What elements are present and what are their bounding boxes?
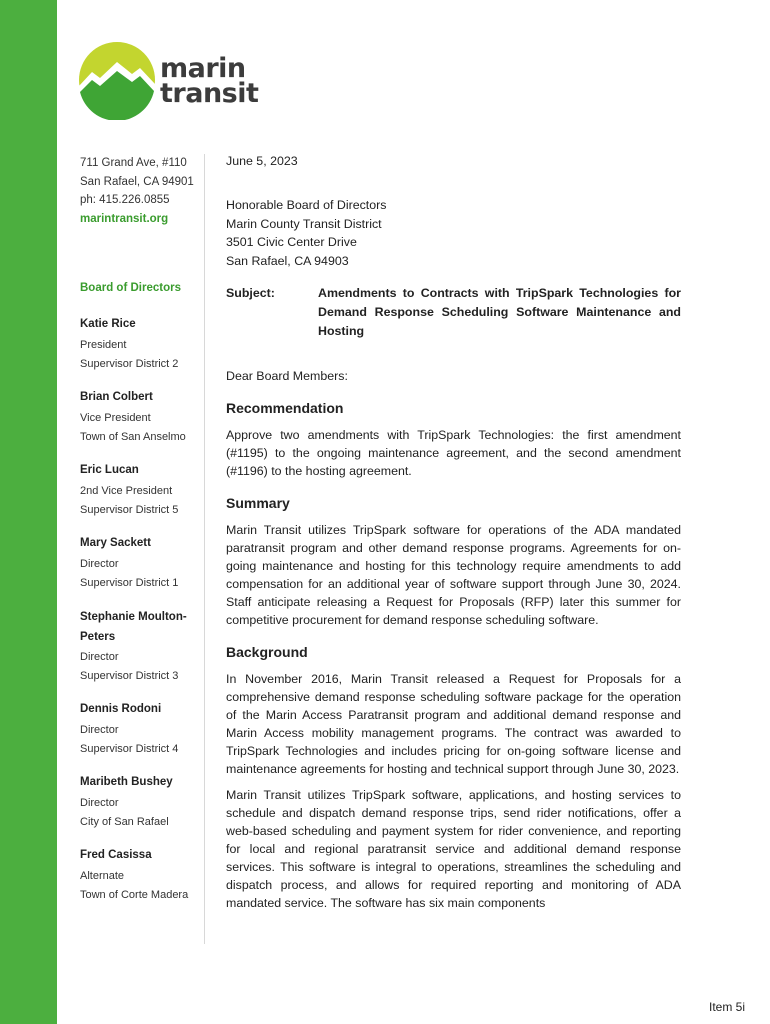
member-district: Supervisor District 1 bbox=[80, 576, 179, 589]
addressee-line: San Rafael, CA 94903 bbox=[226, 253, 349, 268]
background-paragraph-2: Marin Transit utilizes TripSpark software, applications, and hosting services to schedule and dispatch demand response trips, send rider notifications, offer a web-based scheduling and payment system for rider convenience, and reporting for local and regional paratransit service and additional demand response services. This software is integral to operations, streamlines the scheduling and dispatch process, and allows for required reporting and monitoring of ADA mandated service. The software has six main components bbox=[226, 788, 681, 910]
member-district: Supervisor District 3 bbox=[80, 669, 179, 682]
background-heading: Background bbox=[226, 644, 308, 660]
member-name: Brian Colbert bbox=[80, 391, 153, 403]
logo-wordmark bbox=[160, 53, 259, 109]
subject-row bbox=[226, 284, 681, 341]
addressee-line: Honorable Board of Directors bbox=[226, 198, 387, 212]
left-green-band bbox=[0, 0, 57, 1024]
member-district: Supervisor District 2 bbox=[80, 357, 179, 370]
board-member bbox=[80, 388, 210, 446]
member-role: 2nd Vice President bbox=[80, 485, 173, 497]
letter-date: June 5, 2023 bbox=[226, 154, 298, 168]
contact-phone: ph: 415.226.0855 bbox=[80, 194, 170, 206]
logo-word-marin: marin bbox=[160, 53, 246, 84]
member-name: Stephanie Moulton-Peters bbox=[80, 611, 187, 643]
logo-word-transit: transit bbox=[160, 78, 259, 109]
board-member bbox=[80, 846, 210, 904]
member-role: Director bbox=[80, 558, 119, 570]
member-name: Maribeth Bushey bbox=[80, 776, 173, 788]
agenda-item-label: Item 5i bbox=[709, 1000, 746, 1014]
board-member bbox=[80, 534, 210, 592]
board-member bbox=[80, 315, 210, 373]
background-paragraph-1: In November 2016, Marin Transit released a Request for Proposals for a comprehensive demand response scheduling software package for the operation of the Marin Access Paratransit program and additional demand response and Marin Access mobility management programs. The contract was awarded to TripSpark Technologies and includes pricing for on-going software license and maintenance agreements for hosting and technical support through June 30, 2023. bbox=[226, 672, 681, 776]
board-member bbox=[80, 607, 210, 685]
member-name: Katie Rice bbox=[80, 318, 136, 330]
recommendation-text: Approve two amendments with TripSpark Technologies: the first amendment (#1195) to the ongoing maintenance agreement, and the second amendment (#1196) to the hosting agreement. bbox=[226, 428, 681, 478]
member-district: Town of Corte Madera bbox=[80, 888, 189, 901]
member-name: Eric Lucan bbox=[80, 464, 139, 476]
recommendation-heading: Recommendation bbox=[226, 400, 344, 416]
board-member bbox=[80, 773, 210, 831]
addressee-line: 3501 Civic Center Drive bbox=[226, 235, 357, 249]
member-role: Director bbox=[80, 797, 119, 809]
member-name: Fred Casissa bbox=[80, 849, 152, 861]
member-district: Supervisor District 4 bbox=[80, 742, 179, 755]
sidebar-divider bbox=[204, 154, 205, 944]
member-name: Mary Sackett bbox=[80, 537, 151, 549]
addressee-line: Marin County Transit District bbox=[226, 216, 382, 231]
addressee-block bbox=[226, 196, 681, 270]
member-role: President bbox=[80, 339, 127, 351]
salutation: Dear Board Members: bbox=[226, 369, 348, 383]
summary-text: Marin Transit utilizes TripSpark software for operations of the ADA mandated paratransit program and other demand response programs. Agreements for on-going maintenance and hosting for this technology require amendments to add compensation for an additional year of software support through June 30, 2024. Staff anticipate releasing a Request for Proposals (RFP) later this summer for competitive procurement for demand response scheduling software. bbox=[226, 523, 681, 627]
contact-block bbox=[80, 154, 210, 228]
member-role: Alternate bbox=[80, 870, 125, 882]
member-role: Director bbox=[80, 651, 119, 663]
subject-text: Amendments to Contracts with TripSpark Technologies for Demand Response Scheduling Software Maintenance and Hosting bbox=[318, 286, 681, 338]
board-member bbox=[80, 461, 210, 519]
board-title: Board of Directors bbox=[80, 282, 181, 294]
summary-heading: Summary bbox=[226, 495, 290, 511]
member-district: Town of San Anselmo bbox=[80, 430, 186, 443]
subject-label: Subject: bbox=[226, 286, 275, 300]
website-link[interactable]: marintransit.org bbox=[80, 212, 169, 225]
board-member bbox=[80, 700, 210, 758]
letterhead-sidebar bbox=[80, 154, 210, 919]
member-district: City of San Rafael bbox=[80, 815, 169, 828]
member-role: Director bbox=[80, 724, 119, 736]
member-district: Supervisor District 5 bbox=[80, 503, 179, 516]
member-name: Dennis Rodoni bbox=[80, 703, 162, 715]
contact-street: 711 Grand Ave, #110 bbox=[80, 157, 187, 169]
contact-city: San Rafael, CA 94901 bbox=[80, 175, 194, 188]
member-role: Vice President bbox=[80, 412, 151, 424]
letter-body bbox=[226, 152, 681, 912]
